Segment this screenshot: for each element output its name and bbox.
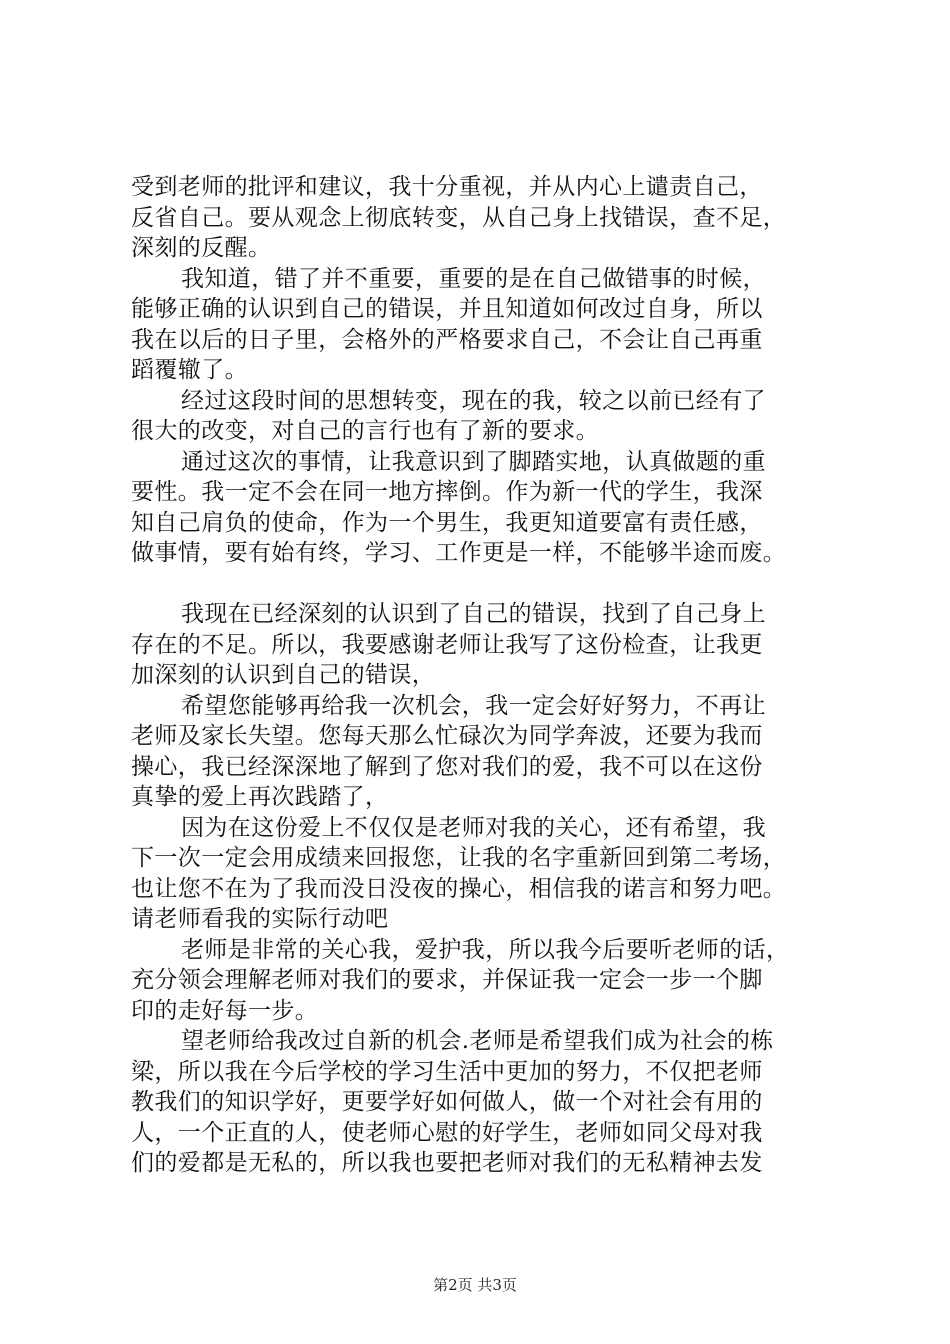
text-line: 人，一个正直的人，使老师心慰的好学生，老师如同父母对我 bbox=[131, 1119, 763, 1146]
text-line: 加深刻的认识到自己的错误， bbox=[131, 662, 436, 688]
document-body bbox=[131, 172, 831, 1179]
paragraph bbox=[131, 172, 831, 264]
text-line: 印的走好每一步。 bbox=[131, 997, 319, 1024]
text-line: 下一次一定会用成绩来回报您，让我的名字重新回到第二考场， bbox=[131, 845, 787, 871]
text-line: 蹈覆辙了。 bbox=[131, 357, 248, 383]
text-line: 我在以后的日子里，会格外的严格要求自己，不会让自己再重 bbox=[131, 326, 763, 353]
text-line: 深刻的反醒。 bbox=[131, 235, 272, 261]
text-line: 很大的改变，对自己的言行也有了新的要求。 bbox=[131, 418, 599, 444]
text-line: 因为在这份爱上不仅仅是老师对我的关心，还有希望，我 bbox=[181, 814, 766, 841]
paragraph bbox=[131, 386, 831, 447]
text-line: 受到老师的批评和建议，我十分重视，并从内心上谴责自己， bbox=[131, 174, 763, 200]
paragraph bbox=[131, 447, 831, 569]
paragraph bbox=[131, 1026, 831, 1179]
text-line: 通过这次的事情，让我意识到了脚踏实地，认真做题的重 bbox=[181, 448, 766, 475]
text-line: 要性。我一定不会在同一地方摔倒。作为新一代的学生，我深 bbox=[131, 479, 763, 505]
paragraph bbox=[131, 691, 831, 813]
text-line: 真挚的爱上再次践踏了， bbox=[131, 784, 389, 810]
text-line: 老师是非常的关心我，爱护我，所以我今后要听老师的话， bbox=[181, 936, 790, 963]
text-line: 我知道，错了并不重要，重要的是在自己做错事的时候， bbox=[181, 265, 766, 292]
paragraph bbox=[131, 264, 831, 386]
text-line: 做事情，要有始有终，学习、工作更是一样，不能够半途而废。 bbox=[131, 540, 787, 566]
text-line: 知自己肩负的使命，作为一个男生，我更知道要富有责任感， bbox=[131, 509, 763, 536]
text-line: 希望您能够再给我一次机会，我一定会好好努力，不再让 bbox=[181, 692, 766, 719]
text-line: 我现在已经深刻的认识到了自己的错误，找到了自己身上 bbox=[181, 601, 766, 627]
text-line: 操心，我已经深深地了解到了您对我们的爱，我不可以在这份 bbox=[131, 753, 763, 780]
text-line: 反省自己。要从观念上彻底转变，从自己身上找错误，查不足， bbox=[131, 204, 787, 231]
text-line: 望老师给我改过自新的机会.老师是希望我们成为社会的栋 bbox=[181, 1028, 774, 1054]
text-line: 们的爱都是无私的，所以我也要把老师对我们的无私精神去发 bbox=[131, 1150, 763, 1176]
text-line: 梁，所以我在今后学校的学习生活中更加的努力，不仅把老师 bbox=[131, 1058, 763, 1085]
text-line: 教我们的知识学好，更要学好如何做人，做一个对社会有用的 bbox=[131, 1089, 763, 1115]
text-line: 经过这段时间的思想转变，现在的我，较之以前已经有了 bbox=[181, 387, 766, 414]
text-line: 老师及家长失望。您每天那么忙碌次为同学奔波，还要为我而 bbox=[131, 723, 763, 749]
paragraph bbox=[131, 813, 831, 935]
text-line: 充分领会理解老师对我们的要求，并保证我一定会一步一个脚 bbox=[131, 967, 763, 993]
text-line: 能够正确的认识到自己的错误，并且知道如何改过自身，所以 bbox=[131, 296, 763, 322]
text-line: 也让您不在为了我而没日没夜的操心，相信我的诺言和努力吧。 bbox=[131, 875, 787, 902]
paragraph bbox=[131, 935, 831, 1027]
paragraph bbox=[131, 599, 831, 691]
paragraph-gap bbox=[131, 569, 831, 600]
page-footer: 第2页 共3页 bbox=[433, 1276, 517, 1294]
text-line: 请老师看我的实际行动吧 bbox=[131, 906, 389, 932]
text-line: 存在的不足。所以，我要感谢老师让我写了这份检查，让我更 bbox=[131, 631, 763, 658]
